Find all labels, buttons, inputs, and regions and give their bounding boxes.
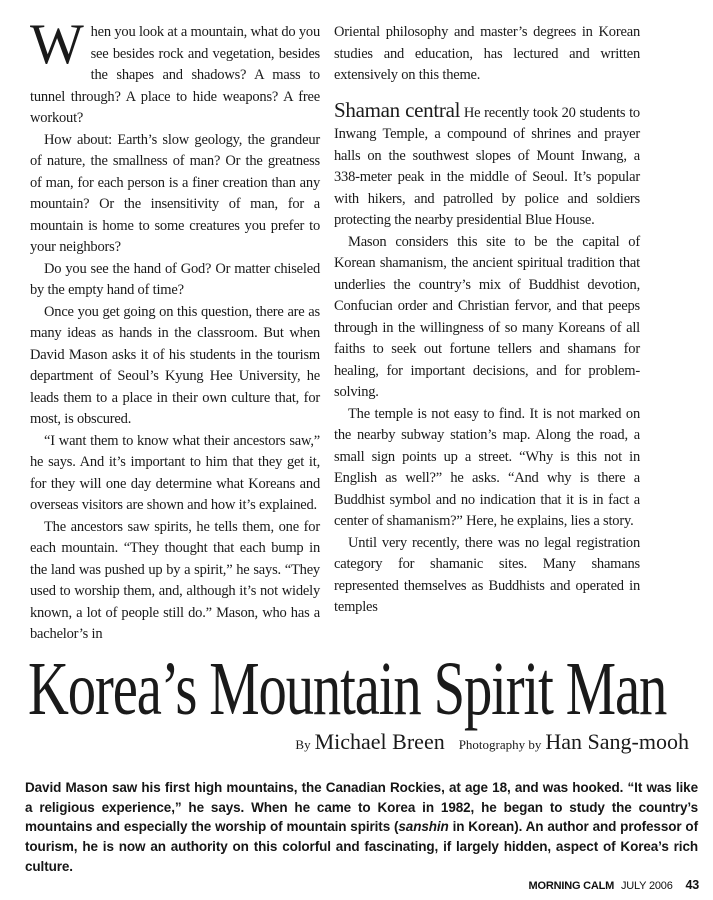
section-lead-text: He recently took 20 students to Inwang Temple, a compound of shrines and prayer halls on the southwest slopes of Mount Inwang, a 338-meter peak in the middle of Seoul. It’s popular with hikers, and patrolled by police and soldiers protecting the nearby presidential Blue House. xyxy=(334,104,640,228)
paragraph-opening xyxy=(30,13,321,130)
column-right xyxy=(334,22,640,646)
author-name: Michael Breen xyxy=(314,729,445,754)
magazine-name: MORNING CALM xyxy=(528,880,615,892)
photographer-name: Han Sang-mooh xyxy=(545,729,689,754)
byline xyxy=(295,729,689,755)
page-number: 43 xyxy=(685,878,699,892)
paragraph: The temple is not easy to find. It is not marked on the nearby subway station’s map. Along the road, a small sign points up a street. “Why is this not in English as well?” he asks. “And why is there a Buddhist symbol and no indication that it is in fact a center of shamanism?” Here, he explains, lies a story. xyxy=(334,405,640,529)
intro-italic-term: sanshin xyxy=(398,819,449,835)
issue-date: JULY 2006 xyxy=(621,880,673,892)
by-label: By xyxy=(295,737,311,752)
photography-by-label: Photography by xyxy=(458,737,542,752)
section-heading: Shaman central xyxy=(334,97,461,122)
paragraph: Once you get going on this question, there are as many ideas as hands in the classroom. But when David Mason asks it of his students in the tourism department of Seoul’s Kyung Hee University, he leads them to a place in their own culture that, for most, is obscured. xyxy=(30,303,320,427)
paragraph: Mason considers this site to be the capital of Korean shamanism, the ancient spiritual tradition that underlies the country’s mix of Buddhist devotion, Confucian order and Christian fervor, and that peeps through in the willingness of so many Koreans of all faiths to seek out fortune tellers and shamans for healing, for important decisions, and for problem-solving. xyxy=(334,233,640,400)
article-body xyxy=(30,13,640,646)
paragraph-text: hen you look at a mountain, what do you see besides rock and vegetation, besides the shapes and shadows? A mass to tunnel through? A place to hide weapons? A free workout? xyxy=(30,24,321,126)
paragraph: Until very recently, there was no legal registration category for shamanic sites. Many shamans represented themselves as Buddhists and operated in temples xyxy=(334,534,640,615)
drop-cap: W xyxy=(30,13,84,76)
paragraph-continuation: Oriental philosophy and master’s degrees in Korean studies and education, has lectured and written extensively on this theme. xyxy=(334,24,640,83)
column-left xyxy=(30,13,321,646)
paragraph: The ancestors saw spirits, he tells them, one for each mountain. “They thought that each bump in the land was pushed up by a spirit,” he says. “They used to worship them, and, although it’s not widely known, a lot of people still do.” Mason, who has a bachelor’s in xyxy=(30,518,320,642)
intro-text-after: in Korean). An author and professor of tourism, he is now an authority on this colorful and fascinating, if largely hidden, aspect of Korea’s rich culture. xyxy=(25,819,698,874)
paragraph: Do you see the hand of God? Or matter chiseled by the empty hand of time? xyxy=(30,260,320,298)
intro-text-before: David Mason saw his first high mountains, the Canadian Rockies, at age 18, and was hooked. “It was like a religious experience,” he says. When he came to Korea in 1982, he began to study the country’s mountains and especially the worship of mountain spirits ( xyxy=(25,780,698,835)
page-footer xyxy=(529,878,699,892)
paragraph: How about: Earth’s slow geology, the grandeur of nature, the smallness of man? Or the greatness of man, for each person is a finer creation than any mountain? Or the insensitivity of man, for a mountain is home to some creatures you prefer to your neighbors? xyxy=(30,131,320,255)
intro-paragraph xyxy=(25,778,698,877)
section-paragraph xyxy=(334,97,640,232)
article-headline: Korea’s Mountain Spirit Man xyxy=(28,647,667,731)
paragraph: “I want them to know what their ancestors saw,” he says. And it’s important to him that they get it, for they will one day determine what Koreans and overseas visitors are shown and how it’s explained. xyxy=(30,432,320,513)
